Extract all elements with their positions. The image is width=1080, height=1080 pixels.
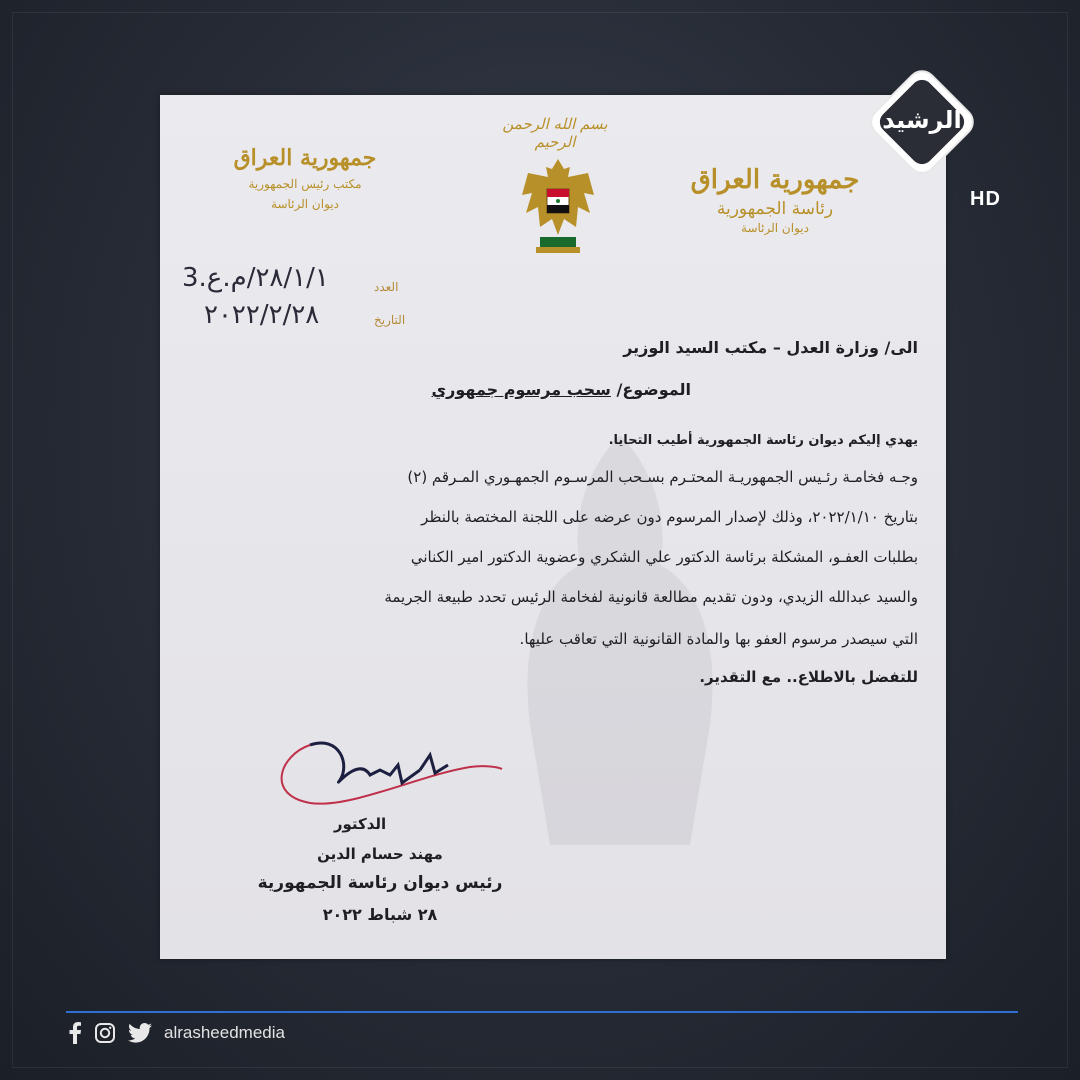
date-label: التاريخ bbox=[374, 313, 406, 327]
logo-text: الرشيد bbox=[882, 106, 962, 134]
signature-block bbox=[250, 815, 510, 924]
signature-date: ٢٨ شباط ٢٠٢٢ bbox=[322, 905, 438, 924]
letterhead-right-line-2: رئاسة الجمهورية bbox=[716, 199, 834, 219]
footer-divider bbox=[66, 1011, 1018, 1013]
document-page bbox=[160, 95, 946, 959]
handwritten-signature bbox=[270, 725, 510, 815]
iraq-eagle-emblem-icon bbox=[518, 155, 598, 260]
body-line-2: بتاريخ ٢٠٢٢/١/١٠، وذلك لإصدار المرسوم دون عرضه على اللجنة المختصة بالنظر bbox=[421, 508, 918, 526]
signature-name: مهند حسام الدين bbox=[317, 845, 443, 863]
closing-line: للتفضل بالاطلاع.. مع التقدير. bbox=[699, 668, 918, 686]
social-bar bbox=[68, 1022, 285, 1044]
letterhead-right-line-3: ديوان الرئاسة bbox=[741, 221, 809, 235]
number-label: العدد bbox=[374, 280, 399, 294]
letterhead-left-line-1: جمهورية العراق bbox=[233, 145, 377, 171]
instagram-icon[interactable] bbox=[94, 1022, 116, 1044]
signature-title: الدكتور bbox=[333, 815, 387, 833]
basmala: بسم الله الرحمن الرحيم bbox=[502, 115, 608, 151]
greeting-line: يهدي إليكم ديوان رئاسة الجمهورية أطيب التحايا. bbox=[608, 433, 918, 448]
letterhead-left bbox=[205, 145, 405, 211]
signature-position: رئيس ديوان رئاسة الجمهورية bbox=[257, 873, 503, 893]
letterhead-left-line-2: مكتب رئيس الجمهورية bbox=[248, 177, 362, 191]
hd-badge: HD bbox=[970, 188, 1001, 210]
subject-line bbox=[431, 380, 691, 399]
number-value: ٢٨/١/١/م.ع.3 bbox=[182, 263, 329, 293]
letterhead-left-line-3: ديوان الرئاسة bbox=[271, 197, 339, 211]
subject-text: سحب مرسوم جمهوري bbox=[431, 380, 611, 399]
alrasheed-logo bbox=[862, 62, 982, 182]
date-value: ٢٠٢٢/٢/٢٨ bbox=[204, 300, 320, 330]
body-line-5: التي سيصدر مرسوم العفو بها والمادة القانونية التي تعاقب عليها. bbox=[519, 630, 918, 648]
social-handle[interactable]: alrasheedmedia bbox=[164, 1023, 285, 1042]
body-line-4: والسيد عبدالله الزيدي، ودون تقديم مطالعة قانونية لفخامة الرئيس تحدد طبيعة الجريمة bbox=[384, 588, 918, 606]
twitter-icon[interactable] bbox=[128, 1023, 152, 1043]
facebook-icon[interactable] bbox=[68, 1022, 82, 1044]
body-line-3: بطلبات العفـو، المشكلة برئاسة الدكتور علي الشكري وعضوية الدكتور امير الكناني bbox=[410, 548, 918, 566]
recipient-line: الى/ وزارة العدل – مكتب السيد الوزير bbox=[623, 338, 918, 357]
body-line-1: وجـه فخامـة رئـيس الجمهوريـة المحتـرم بسـحب المرسـوم الجمهـوري المـرقم (٢) bbox=[407, 468, 918, 486]
subject-label: الموضوع/ bbox=[616, 380, 691, 399]
letterhead-right-line-1: جمهورية العراق bbox=[690, 165, 860, 195]
